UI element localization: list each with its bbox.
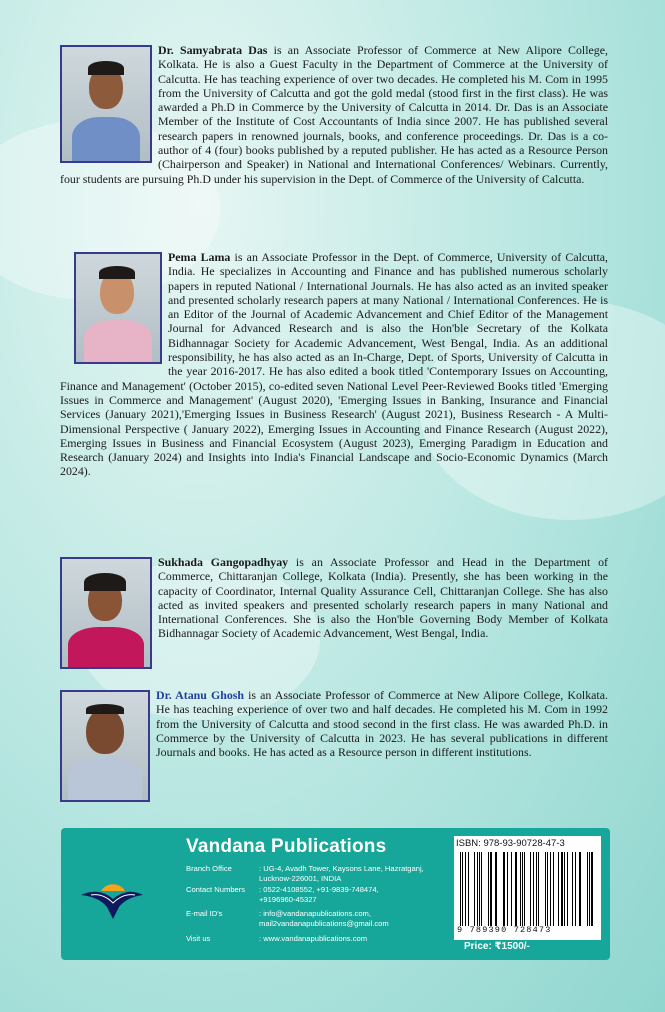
price-label: Price: ₹1500/-	[464, 941, 530, 952]
bio-pema-lama	[60, 250, 608, 479]
email-value-1: : info@vandanapublications.com,	[259, 909, 371, 918]
email-value-2: mail2vandanapublications@gmail.com	[259, 918, 389, 928]
contact-numbers	[186, 885, 379, 904]
email-label: E-mail ID's	[186, 909, 223, 918]
contact-label: Contact Numbers	[186, 885, 246, 894]
isbn-label: ISBN: 978-93-90728-47-3	[456, 838, 565, 849]
branch-label: Branch Office	[186, 864, 232, 873]
contact-value-2: +9196960-45327	[259, 894, 317, 904]
website-link[interactable]: : www.vandanapublications.com	[259, 934, 368, 943]
branch-office	[186, 864, 424, 883]
publisher-name: Vandana Publications	[186, 836, 387, 857]
author-name: Dr. Samyabrata Das	[158, 43, 268, 57]
author-photo	[60, 557, 152, 669]
publisher-footer	[61, 828, 610, 960]
author-name: Dr. Atanu Ghosh	[156, 688, 245, 702]
barcode-icon	[460, 852, 596, 926]
branch-value-2: Lucknow-226001, INDIA	[259, 873, 342, 883]
author-bio-text: is an Associate Professor and Head in the Department of Commerce, Chittaranjan College, Kolkata (India). Presently, she has been working in the capacity of Coordinator, Internal Quality Assurance Cell, Chittaranjan College. She has also acted as invited speakers and presented scholarly research papers in many National and International Conferences. She is also the Hon'ble Governing Body Member of Kolkata Bidhannagar Society of Academic Advancement, West Bengal, India.	[158, 555, 608, 641]
contact-value-1: : 0522-4108552, +91-9839-748474,	[259, 885, 379, 894]
author-photo	[60, 45, 152, 163]
author-bio-text: is an Associate Professor of Commerce at New Alipore College, Kolkata. He has teaching experience of over two and half decades. He completed his M. Com in 1992 from the University of Calcutta and stood second in the first class. He was awarded Ph.D. in Commerce by the University of Calcutta in 2023. He has several publications in different Journals and books. He has acted as a Resource person in different institutions.	[156, 688, 608, 760]
author-name: Sukhada Gangopadhyay	[158, 555, 289, 569]
barcode-digits: 9 789390 728473	[457, 925, 552, 935]
website	[186, 934, 367, 944]
bio-atanu-ghosh	[60, 688, 608, 804]
bio-samyabrata-das	[60, 43, 608, 186]
branch-value-1: : UG-4, Avadh Tower, Kaysons Lane, Hazratganj,	[259, 864, 424, 873]
visit-label: Visit us	[186, 934, 211, 943]
author-photo	[60, 690, 150, 802]
author-photo	[74, 252, 162, 364]
author-bio-text: is an Associate Professor in the Dept. of Commerce, University of Calcutta, India. He specializes in Accounting and Finance and has published numerous scholarly papers in reputed National / International Journals. He has also acted as an invited speaker and presented scholarly research papers at many National / International Conferences. He is an Editor of the Journal of Academic Advancement and Chief Editor of the Management Journal for Advanced Research and is also the Hon'ble Secretary of the Kolkata Bidhannagar Society for Academic Advancement, West Bengal, India. As an additional responsibility, he has also acted as an In-Charge, Dept. of Sports, University of Calcutta in the year 2016-2017. He has also edited a book titled 'Contemporary Issues on Accounting, Finance and Management' (October 2015), co-edited seven National Level Peer-Reviewed Books titled 'Emerging Issues in Commerce and Management' (August 2020), 'Emerging Issues in Banking, Insurance and Financial Services (January 2021),'Emerging Issues in Business Research' (August 2021), Business Research - A Multi-Dimensional Perspective ( January 2022), Emerging Issues in Accounting and Finance Research (August 2022), Emerging Issues in Business and Financial Ecosystem (August 2023), Emerging Paradigm in Education and Research (January 2024) and Insights into India's Financial Landscape and Socio-Economic Dynamics (March 2024).	[60, 250, 608, 479]
author-bio-text: is an Associate Professor of Commerce at New Alipore College, Kolkata. He is also a Guest Faculty in the Department of Commerce at the University of Calcutta. He has teaching experience of over two decades. He completed his M. Com in 1995 from the University of Calcutta and got the gold medal (stood first in the first class). He was awarded a Ph.D in Commerce by the University of Calcutta in 2014. Dr. Das is an Associate Member of the Institute of Cost Accountants of India since 2007. He has published several research papers in renowned journals, books, and conference proceedings. Dr. Das is a co-author of 4 (four) books published by a reputed publisher. He has acted as a Resource Person (Chairperson and Speaker) in National and International Conferences/ Webinars. Currently, four students are pursuing Ph.D under his supervision in the Dept. of Commerce of the University of Calcutta.	[60, 43, 608, 186]
publisher-logo-icon	[79, 873, 145, 921]
barcode-box	[454, 836, 601, 940]
bio-sukhada-gangopadhyay	[60, 555, 608, 671]
email-ids	[186, 909, 389, 928]
author-name: Pema Lama	[168, 250, 231, 264]
